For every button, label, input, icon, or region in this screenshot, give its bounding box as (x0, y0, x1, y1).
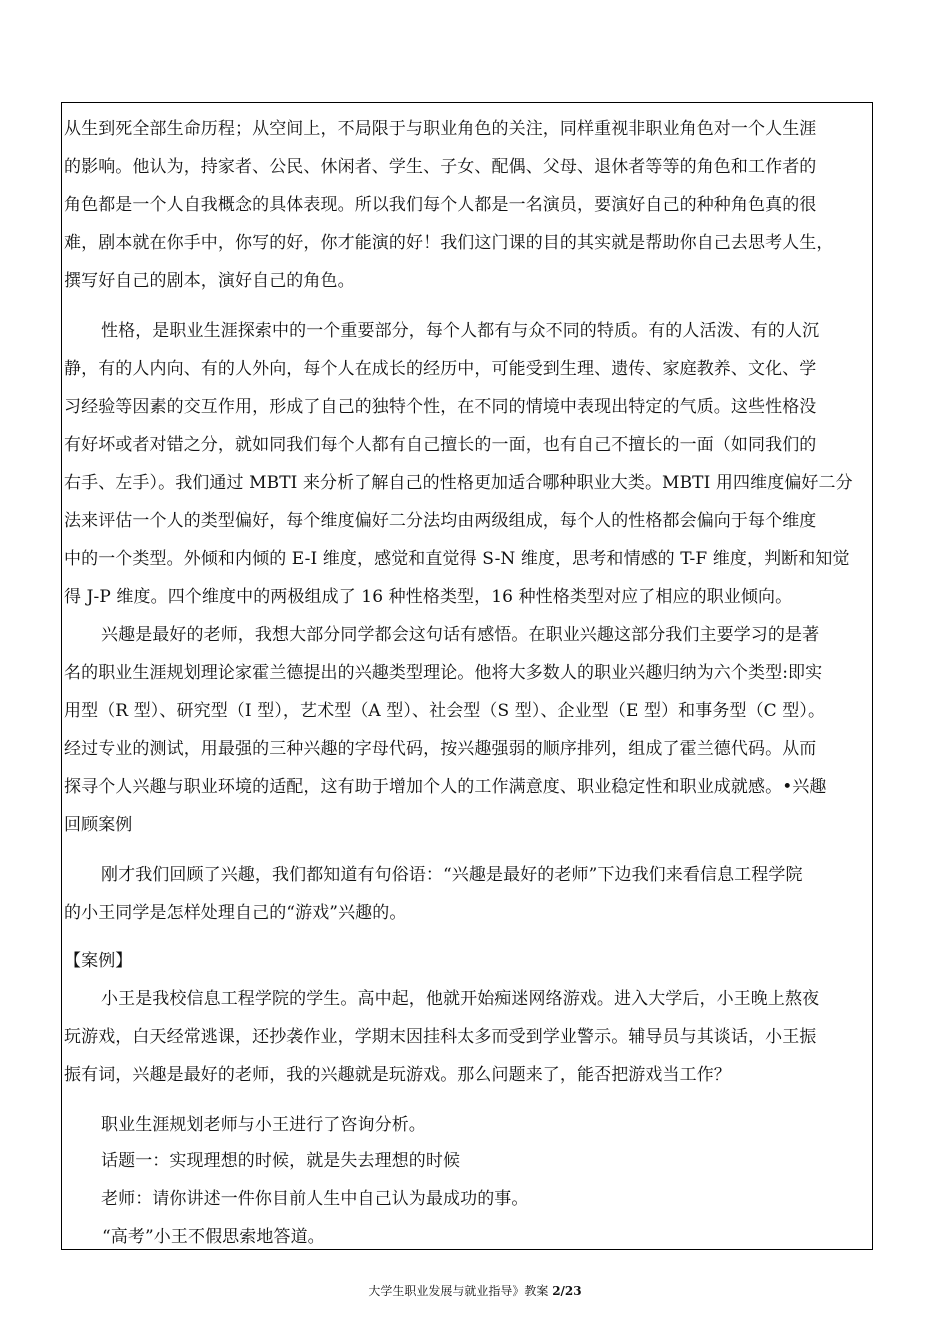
content-frame (61, 102, 873, 1250)
text-line: 玩游戏，白天经常逃课，还抄袭作业，学期末因挂科太多而受到学业警示。辅导员与其谈话，小王振 (64, 1027, 817, 1047)
text-line: 兴趣是最好的老师，我想大部分同学都会这句话有感悟。在职业兴趣这部分我们主要学习的是著 (101, 625, 820, 645)
text-line: 右手、左手）。我们通过 MBTI 来分析了解自己的性格更加适合哪种职业大类。MBTI 用四维度偏好二分 (64, 473, 853, 493)
text-line: 职业生涯规划老师与小王进行了咨询分析。 (101, 1115, 426, 1135)
page-footer (0, 1283, 950, 1299)
text-line: 静，有的人内向、有的人外向，每个人在成长的经历中，可能受到生理、遗传、家庭教养、文化、学 (64, 359, 817, 379)
text-line: 振有词，兴趣是最好的老师，我的兴趣就是玩游戏。那么问题来了，能否把游戏当工作？ (64, 1065, 731, 1085)
case-heading: 【案例】 (64, 951, 133, 971)
text-line: 撰写好自己的剧本，演好自己的角色。 (64, 271, 355, 291)
text-line: 话题一：实现理想的时候，就是失去理想的时候 (101, 1151, 461, 1171)
text-line: 的影响。他认为，持家者、公民、休闲者、学生、子女、配偶、父母、退休者等等的角色和工作者的 (64, 157, 817, 177)
text-line: 小王是我校信息工程学院的学生。高中起，他就开始痴迷网络游戏。进入大学后，小王晚上熬夜 (101, 989, 820, 1009)
text-line: 性格，是职业生涯探索中的一个重要部分，每个人都有与众不同的特质。有的人活泼、有的人沉 (101, 321, 820, 341)
text-line: 的小王同学是怎样处理自己的“游戏”兴趣的。 (64, 903, 407, 923)
text-line: 用型（R 型）、研究型（I 型），艺术型（A 型）、社会型（S 型）、企业型（E 型）和事务型（C 型）。 (64, 701, 826, 721)
text-line: 回顾案例 (64, 815, 133, 835)
text-line: 从生到死全部生命历程；从空间上，不局限于与职业角色的关注，同样重视非职业角色对一个人生涯 (64, 119, 817, 139)
text-line: 有好坏或者对错之分，就如同我们每个人都有自己擅长的一面，也有自己不擅长的一面（如同我们的 (64, 435, 817, 455)
text-line: 刚才我们回顾了兴趣，我们都知道有句俗语：“兴趣是最好的老师”下边我们来看信息工程学院 (101, 865, 803, 885)
text-line: 老师：请你讲述一件你目前人生中自己认为最成功的事。 (101, 1189, 529, 1209)
text-line: 角色都是一个人自我概念的具体表现。所以我们每个人都是一名演员，要演好自己的种种角色真的很 (64, 195, 817, 215)
footer-text: 大学生职业发展与就业指导》教案 (368, 1284, 553, 1298)
text-line: 习经验等因素的交互作用，形成了自己的独特个性，在不同的情境中表现出特定的气质。这些性格没 (64, 397, 817, 417)
text-line: 法来评估一个人的类型偏好，每个维度偏好二分法均由两级组成，每个人的性格都会偏向于每个维度 (64, 511, 817, 531)
text-line: 难，剧本就在你手中，你写的好，你才能演的好！我们这门课的目的其实就是帮助你自己去思考人生， (64, 233, 834, 253)
text-line: 名的职业生涯规划理论家霍兰德提出的兴趣类型理论。他将大多数人的职业兴趣归纳为六个类型:即实 (64, 663, 823, 683)
text-line: 中的一个类型。外倾和内倾的 E-I 维度，感觉和直觉得 S-N 维度，思考和情感的 T-F 维度，判断和知觉 (64, 549, 850, 569)
page-number: 2/23 (552, 1284, 582, 1298)
text-line: 探寻个人兴趣与职业环境的适配，这有助于增加个人的工作满意度、职业稳定性和职业成就感。•兴趣 (64, 777, 827, 797)
text-line: 经过专业的测试，用最强的三种兴趣的字母代码，按兴趣强弱的顺序排列，组成了霍兰德代码。从而 (64, 739, 817, 759)
text-line: “高考”小王不假思索地答道。 (102, 1227, 325, 1247)
text-line: 得 J-P 维度。四个维度中的两极组成了 16 种性格类型，16 种性格类型对应了相应的职业倾向。 (64, 587, 793, 607)
